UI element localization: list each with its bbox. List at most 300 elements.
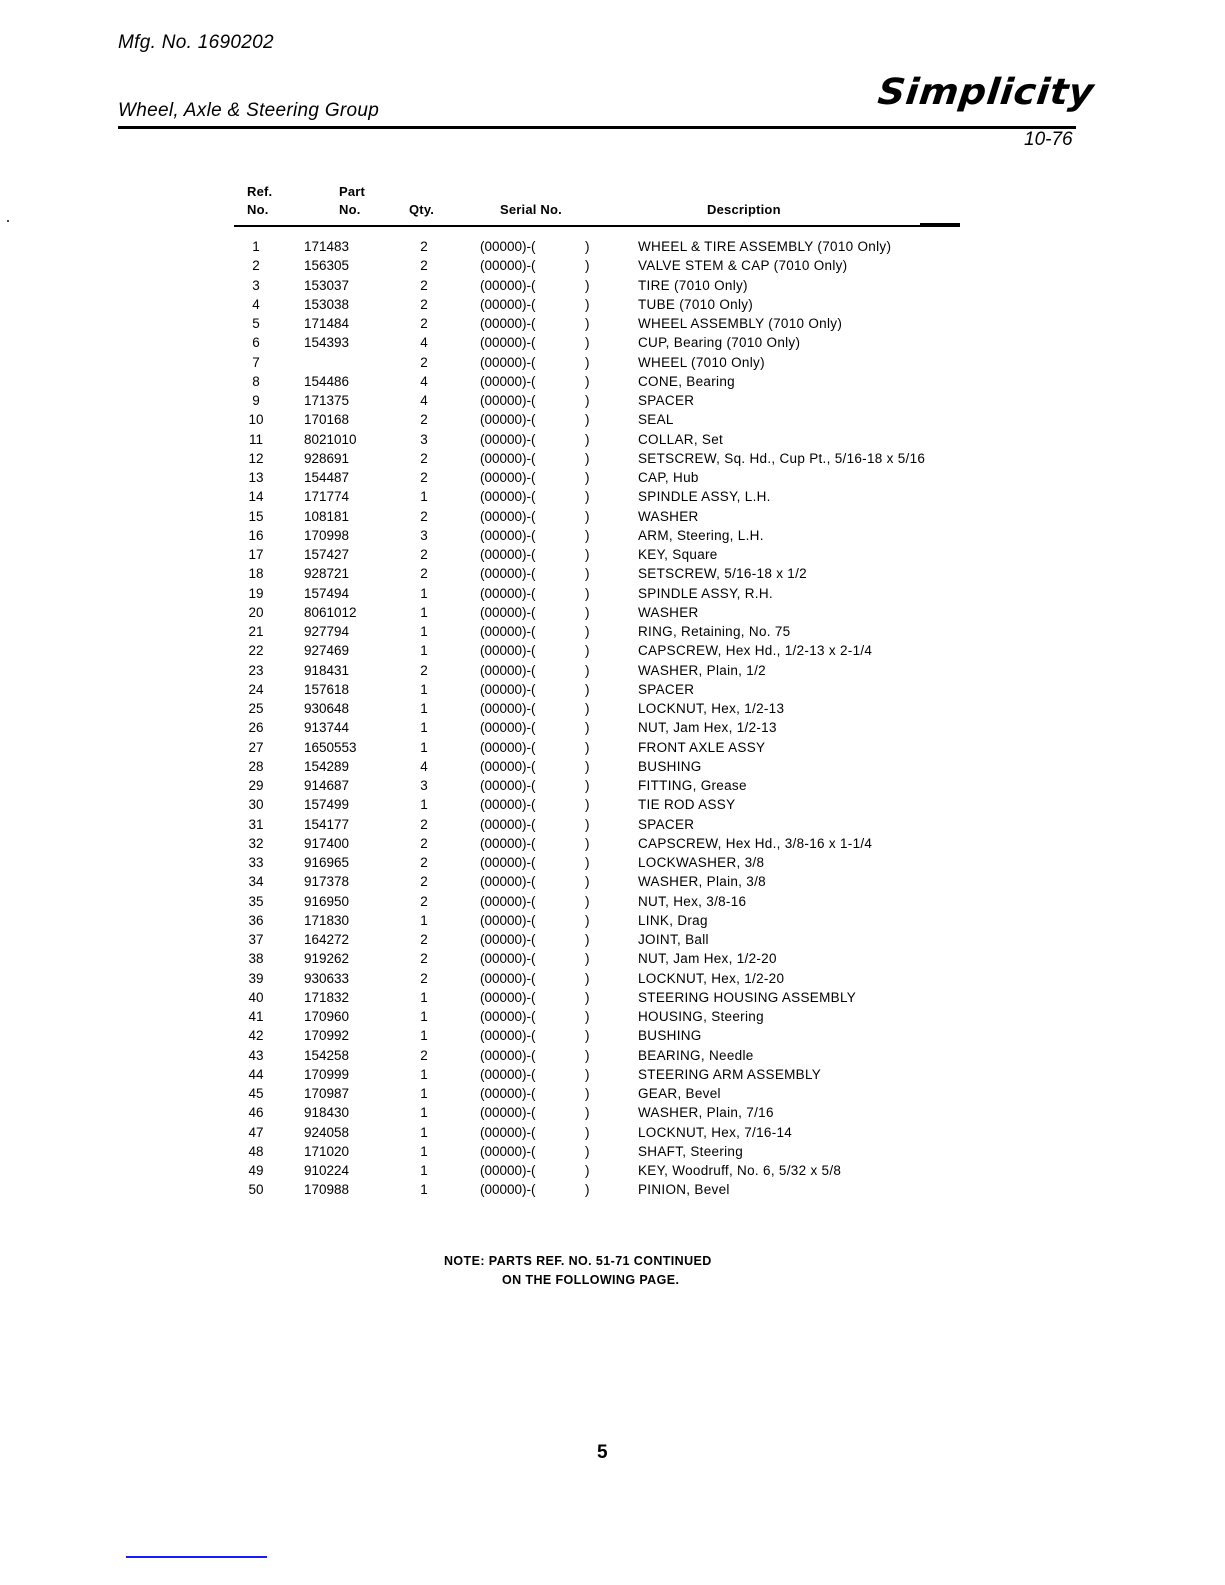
qty-cell: 1 — [420, 1105, 428, 1121]
description-cell: TUBE (7010 Only) — [638, 296, 754, 312]
qty-cell: 1 — [420, 720, 428, 736]
part-number-cell: 170960 — [304, 1009, 350, 1024]
qty-cell: 4 — [420, 335, 428, 351]
table-row — [0, 1161, 1225, 1180]
part-number-cell: 919262 — [304, 951, 350, 967]
description-cell: WHEEL (7010 Only) — [638, 354, 765, 370]
part-number-cell: 917400 — [304, 835, 350, 851]
table-row — [0, 1103, 1225, 1122]
qty-cell: 1 — [420, 1143, 428, 1159]
table-row — [0, 680, 1225, 699]
table-row — [0, 988, 1225, 1007]
part-number-cell: 170988 — [304, 1182, 350, 1198]
part-number-cell: 171375 — [304, 393, 350, 408]
description-cell: FITTING, Grease — [638, 778, 747, 793]
note-line-2: ON THE FOLLOWING PAGE. — [502, 1273, 680, 1287]
ref-cell: 23 — [248, 662, 264, 678]
description-cell: SEAL — [638, 412, 674, 428]
serial-cell: (00000)-( — [480, 527, 536, 543]
col-header-part-line2: No. — [339, 202, 361, 217]
serial-cell: (00000)-( — [480, 450, 536, 466]
ref-cell: 8 — [252, 373, 260, 389]
serial-cell: (00000)-( — [480, 1143, 536, 1159]
serial-close-cell: ) — [585, 335, 590, 351]
part-number-cell: 154289 — [304, 758, 350, 774]
description-cell: GEAR, Bevel — [638, 1086, 721, 1101]
serial-close-cell: ) — [585, 1163, 590, 1178]
parts-table — [0, 237, 1225, 1200]
part-number-cell: 928691 — [304, 450, 350, 466]
description-cell: CUP, Bearing (7010 Only) — [638, 335, 801, 351]
description-cell: LOCKNUT, Hex, 1/2-13 — [638, 701, 785, 716]
table-row — [0, 930, 1225, 949]
ref-cell: 1 — [252, 239, 260, 254]
qty-cell: 1 — [420, 489, 428, 505]
part-number-cell: 154487 — [304, 470, 350, 485]
ref-cell: 37 — [248, 932, 264, 947]
table-row — [0, 314, 1225, 333]
col-header-qty: Qty. — [409, 202, 435, 217]
table-row — [0, 815, 1225, 834]
serial-close-cell: ) — [585, 681, 590, 697]
part-number-cell: 157618 — [304, 681, 350, 697]
ref-cell: 28 — [248, 758, 264, 774]
description-cell: NUT, Hex, 3/8-16 — [638, 893, 747, 909]
page-number: 5 — [597, 1442, 608, 1463]
description-cell: WASHER, Plain, 3/8 — [638, 874, 766, 890]
table-row — [0, 430, 1225, 449]
serial-close-cell: ) — [585, 912, 590, 928]
part-number-cell: 153038 — [304, 296, 350, 312]
ref-cell: 40 — [248, 989, 264, 1005]
serial-close-cell: ) — [585, 508, 590, 524]
ref-cell: 11 — [248, 431, 263, 447]
table-row — [0, 1007, 1225, 1026]
serial-close-cell: ) — [585, 547, 590, 562]
table-row — [0, 757, 1225, 776]
ref-cell: 14 — [248, 489, 264, 505]
description-cell: SPACER — [638, 816, 695, 832]
serial-cell: (00000)-( — [480, 720, 536, 736]
qty-cell: 3 — [420, 527, 428, 543]
qty-cell: 2 — [420, 316, 428, 331]
table-row — [0, 333, 1225, 352]
ref-cell: 33 — [248, 855, 264, 870]
qty-cell: 2 — [420, 354, 428, 370]
serial-close-cell: ) — [585, 489, 590, 505]
serial-close-cell: ) — [585, 701, 590, 716]
part-number-cell: 108181 — [304, 508, 350, 524]
description-cell: BEARING, Needle — [638, 1047, 754, 1063]
part-number-cell: 153037 — [304, 277, 350, 293]
description-cell: ARM, Steering, L.H. — [638, 527, 764, 543]
table-row — [0, 1065, 1225, 1084]
serial-cell: (00000)-( — [480, 393, 536, 408]
ref-cell: 49 — [248, 1163, 264, 1178]
description-cell: CAP, Hub — [638, 470, 699, 485]
serial-cell: (00000)-( — [480, 373, 536, 389]
ref-cell: 30 — [248, 797, 264, 813]
header-rule — [118, 126, 1076, 129]
qty-cell: 1 — [420, 1182, 428, 1198]
serial-cell: (00000)-( — [480, 1009, 536, 1024]
serial-close-cell: ) — [585, 277, 590, 293]
qty-cell: 1 — [420, 585, 428, 601]
serial-close-cell: ) — [585, 1066, 590, 1082]
serial-cell: (00000)-( — [480, 604, 536, 620]
table-row — [0, 237, 1225, 256]
qty-cell: 1 — [420, 701, 428, 716]
qty-cell: 1 — [420, 1124, 428, 1140]
table-row — [0, 410, 1225, 429]
serial-close-cell: ) — [585, 624, 590, 639]
description-cell: SHAFT, Steering — [638, 1143, 744, 1159]
part-number-cell: 171830 — [304, 912, 350, 928]
serial-cell: (00000)-( — [480, 970, 536, 986]
serial-cell: (00000)-( — [480, 855, 536, 870]
serial-close-cell: ) — [585, 893, 590, 909]
part-number-cell: 928721 — [304, 566, 350, 582]
part-number-cell: 154393 — [304, 335, 350, 351]
serial-cell: (00000)-( — [480, 816, 536, 832]
part-number-cell: 927469 — [304, 643, 350, 659]
description-cell: SPACER — [638, 681, 695, 697]
table-row — [0, 853, 1225, 872]
table-row — [0, 738, 1225, 757]
serial-close-cell: ) — [585, 778, 590, 793]
ref-cell: 21 — [248, 624, 264, 639]
description-cell: STEERING ARM ASSEMBLY — [638, 1066, 822, 1082]
serial-cell: (00000)-( — [480, 662, 536, 678]
mfg-number: Mfg. No. 1690202 — [118, 32, 274, 53]
serial-cell: (00000)-( — [480, 470, 536, 485]
table-row — [0, 718, 1225, 737]
ref-cell: 12 — [248, 450, 264, 466]
serial-close-cell: ) — [585, 1182, 590, 1198]
qty-cell: 4 — [420, 758, 428, 774]
ref-cell: 32 — [248, 835, 264, 851]
ref-cell: 47 — [248, 1124, 264, 1140]
brand-logo: Simplicity — [875, 72, 1097, 113]
serial-cell: (00000)-( — [480, 893, 536, 909]
ref-cell: 4 — [252, 296, 260, 312]
serial-cell: (00000)-( — [480, 874, 536, 890]
table-row — [0, 449, 1225, 468]
serial-cell: (00000)-( — [480, 1047, 536, 1063]
col-header-ref-line2: No. — [247, 202, 269, 217]
qty-cell: 2 — [420, 258, 428, 274]
part-number-cell: 930648 — [304, 701, 350, 716]
serial-cell: (00000)-( — [480, 335, 536, 351]
serial-cell: (00000)-( — [480, 758, 536, 774]
table-row — [0, 699, 1225, 718]
serial-close-cell: ) — [585, 951, 590, 967]
qty-cell: 2 — [420, 239, 428, 254]
ref-cell: 41 — [248, 1009, 264, 1024]
qty-cell: 1 — [420, 1086, 428, 1101]
serial-close-cell: ) — [585, 662, 590, 678]
part-number-cell: 157494 — [304, 585, 350, 601]
description-cell: NUT, Jam Hex, 1/2-20 — [638, 951, 777, 967]
ref-cell: 2 — [252, 258, 260, 274]
serial-close-cell: ) — [585, 527, 590, 543]
serial-cell: (00000)-( — [480, 1163, 536, 1178]
part-number-cell: 170168 — [304, 412, 350, 428]
serial-cell: (00000)-( — [480, 258, 536, 274]
part-number-cell: 170998 — [304, 527, 350, 543]
serial-cell: (00000)-( — [480, 739, 536, 755]
serial-cell: (00000)-( — [480, 701, 536, 716]
part-number-cell: 917378 — [304, 874, 350, 890]
serial-close-cell: ) — [585, 373, 590, 389]
part-number-cell: 930633 — [304, 970, 350, 986]
table-row — [0, 353, 1225, 372]
table-row — [0, 661, 1225, 680]
ref-cell: 22 — [248, 643, 264, 659]
table-row — [0, 622, 1225, 641]
ref-cell: 3 — [252, 277, 260, 293]
ref-cell: 20 — [248, 604, 264, 620]
ref-cell: 39 — [248, 970, 264, 986]
serial-cell: (00000)-( — [480, 239, 536, 254]
table-row — [0, 1123, 1225, 1142]
qty-cell: 1 — [420, 1163, 428, 1178]
part-number-cell: 171483 — [304, 239, 350, 254]
serial-cell: (00000)-( — [480, 951, 536, 967]
table-row — [0, 256, 1225, 275]
serial-close-cell: ) — [585, 1028, 590, 1044]
table-row — [0, 1026, 1225, 1045]
serial-cell: (00000)-( — [480, 547, 536, 562]
qty-cell: 2 — [420, 855, 428, 870]
description-cell: LOCKNUT, Hex, 1/2-20 — [638, 970, 785, 986]
qty-cell: 2 — [420, 296, 428, 312]
part-number-cell: 157499 — [304, 797, 350, 813]
ref-cell: 50 — [248, 1182, 264, 1198]
description-cell: TIRE (7010 Only) — [638, 277, 748, 293]
ref-cell: 45 — [248, 1086, 264, 1101]
serial-cell: (00000)-( — [480, 585, 536, 601]
ref-cell: 18 — [248, 566, 264, 582]
serial-close-cell: ) — [585, 816, 590, 832]
qty-cell: 2 — [420, 1047, 428, 1063]
qty-cell: 2 — [420, 277, 428, 293]
qty-cell: 1 — [420, 1066, 428, 1082]
qty-cell: 4 — [420, 373, 428, 389]
table-row — [0, 372, 1225, 391]
part-number-cell: 913744 — [304, 720, 350, 736]
part-number-cell: 171774 — [304, 489, 350, 505]
serial-cell: (00000)-( — [480, 1124, 536, 1140]
description-cell: LOCKNUT, Hex, 7/16-14 — [638, 1124, 793, 1140]
serial-cell: (00000)-( — [480, 508, 536, 524]
qty-cell: 3 — [420, 778, 428, 793]
qty-cell: 3 — [420, 431, 428, 447]
serial-cell: (00000)-( — [480, 566, 536, 582]
serial-close-cell: ) — [585, 393, 590, 408]
qty-cell: 2 — [420, 508, 428, 524]
table-row — [0, 564, 1225, 583]
description-cell: LOCKWASHER, 3/8 — [638, 855, 765, 870]
part-number-cell: 156305 — [304, 258, 350, 274]
qty-cell: 1 — [420, 643, 428, 659]
serial-cell: (00000)-( — [480, 989, 536, 1005]
part-number-cell: 171832 — [304, 989, 350, 1005]
serial-close-cell: ) — [585, 566, 590, 582]
qty-cell: 2 — [420, 970, 428, 986]
description-cell: CONE, Bearing — [638, 373, 735, 389]
serial-close-cell: ) — [585, 989, 590, 1005]
ref-cell: 19 — [248, 585, 264, 601]
qty-cell: 2 — [420, 932, 428, 947]
table-row — [0, 892, 1225, 911]
part-number-cell: 170987 — [304, 1086, 350, 1101]
description-cell: STEERING HOUSING ASSEMBLY — [638, 989, 857, 1005]
table-row — [0, 584, 1225, 603]
part-number-cell: 164272 — [304, 932, 350, 947]
table-row — [0, 872, 1225, 891]
table-row — [0, 641, 1225, 660]
qty-cell: 2 — [420, 470, 428, 485]
ref-cell: 13 — [248, 470, 264, 485]
serial-close-cell: ) — [585, 758, 590, 774]
part-number-cell: 918431 — [304, 662, 350, 678]
description-cell: SETSCREW, 5/16-18 x 1/2 — [638, 566, 807, 582]
serial-cell: (00000)-( — [480, 624, 536, 639]
table-row — [0, 1180, 1225, 1199]
ref-cell: 35 — [248, 893, 264, 909]
part-number-cell: 910224 — [304, 1163, 350, 1178]
ref-cell: 34 — [248, 874, 264, 890]
qty-cell: 1 — [420, 1009, 428, 1024]
serial-cell: (00000)-( — [480, 681, 536, 697]
ref-cell: 27 — [248, 739, 264, 755]
serial-close-cell: ) — [585, 1143, 590, 1159]
serial-cell: (00000)-( — [480, 932, 536, 947]
serial-close-cell: ) — [585, 1086, 590, 1101]
table-row — [0, 795, 1225, 814]
serial-cell: (00000)-( — [480, 431, 536, 447]
description-cell: COLLAR, Set — [638, 431, 724, 447]
table-row — [0, 776, 1225, 795]
ref-cell: 17 — [248, 547, 264, 562]
serial-cell: (00000)-( — [480, 912, 536, 928]
part-number-cell: 154258 — [304, 1047, 350, 1063]
part-number-cell: 918430 — [304, 1105, 350, 1121]
ref-cell: 10 — [248, 412, 264, 428]
serial-cell: (00000)-( — [480, 778, 536, 793]
group-title: Wheel, Axle & Steering Group — [118, 100, 380, 121]
column-header-rule-end — [920, 223, 960, 226]
table-row — [0, 969, 1225, 988]
qty-cell: 1 — [420, 797, 428, 813]
qty-cell: 1 — [420, 604, 428, 620]
table-row — [0, 911, 1225, 930]
serial-cell: (00000)-( — [480, 1086, 536, 1101]
description-cell: WASHER — [638, 508, 699, 524]
part-number-cell: 171484 — [304, 316, 350, 331]
col-header-description: Description — [707, 202, 781, 217]
serial-cell: (00000)-( — [480, 1105, 536, 1121]
qty-cell: 1 — [420, 624, 428, 639]
ref-cell: 44 — [248, 1066, 264, 1082]
table-row — [0, 276, 1225, 295]
serial-cell: (00000)-( — [480, 643, 536, 659]
serial-cell: (00000)-( — [480, 316, 536, 331]
description-cell: WASHER — [638, 604, 699, 620]
table-row — [0, 949, 1225, 968]
qty-cell: 2 — [420, 662, 428, 678]
description-cell: WASHER, Plain, 1/2 — [638, 662, 766, 678]
part-number-cell: 8061012 — [304, 604, 357, 620]
serial-close-cell: ) — [585, 604, 590, 620]
serial-close-cell: ) — [585, 316, 590, 331]
serial-cell: (00000)-( — [480, 354, 536, 370]
description-cell: WASHER, Plain, 7/16 — [638, 1105, 774, 1121]
serial-close-cell: ) — [585, 932, 590, 947]
serial-cell: (00000)-( — [480, 1028, 536, 1044]
description-cell: NUT, Jam Hex, 1/2-13 — [638, 720, 777, 736]
qty-cell: 2 — [420, 951, 428, 967]
serial-close-cell: ) — [585, 412, 590, 428]
description-cell: JOINT, Ball — [638, 932, 709, 947]
description-cell: FRONT AXLE ASSY — [638, 739, 766, 755]
qty-cell: 4 — [420, 393, 428, 408]
serial-cell: (00000)-( — [480, 1182, 536, 1198]
part-number-cell: 170992 — [304, 1028, 350, 1044]
description-cell: HOUSING, Steering — [638, 1009, 764, 1024]
part-number-cell: 1650553 — [304, 739, 357, 755]
ref-cell: 43 — [248, 1047, 264, 1063]
ref-cell: 16 — [248, 527, 264, 543]
description-cell: BUSHING — [638, 758, 702, 774]
serial-close-cell: ) — [585, 835, 590, 851]
col-header-serial: Serial No. — [500, 202, 562, 217]
table-row — [0, 295, 1225, 314]
qty-cell: 1 — [420, 1028, 428, 1044]
ref-cell: 42 — [248, 1028, 264, 1044]
ref-cell: 24 — [248, 681, 264, 697]
note-line-1: NOTE: PARTS REF. NO. 51-71 CONTINUED — [444, 1254, 712, 1268]
part-number-cell: 927794 — [304, 624, 350, 639]
part-number-cell: 157427 — [304, 547, 350, 562]
qty-cell: 2 — [420, 816, 428, 832]
part-number-cell: 916950 — [304, 893, 350, 909]
ref-cell: 15 — [248, 508, 264, 524]
serial-close-cell: ) — [585, 450, 590, 466]
table-row — [0, 507, 1225, 526]
col-header-part-line1: Part — [339, 184, 366, 199]
description-cell: SETSCREW, Sq. Hd., Cup Pt., 5/16-18 x 5/16 — [638, 450, 926, 466]
serial-cell: (00000)-( — [480, 412, 536, 428]
description-cell: BUSHING — [638, 1028, 702, 1044]
continuation-note — [444, 1252, 712, 1290]
part-number-cell: 8021010 — [304, 431, 357, 447]
part-number-cell: 916965 — [304, 855, 350, 870]
ref-cell: 29 — [248, 778, 264, 793]
part-number-cell: 170999 — [304, 1066, 350, 1082]
serial-close-cell: ) — [585, 354, 590, 370]
description-cell: SPINDLE ASSY, L.H. — [638, 489, 771, 505]
part-number-cell: 154486 — [304, 373, 350, 389]
serial-close-cell: ) — [585, 855, 590, 870]
table-row — [0, 834, 1225, 853]
serial-close-cell: ) — [585, 296, 590, 312]
description-cell: LINK, Drag — [638, 912, 708, 928]
description-cell: KEY, Woodruff, No. 6, 5/32 x 5/8 — [638, 1163, 842, 1178]
serial-cell: (00000)-( — [480, 1066, 536, 1082]
description-cell: PINION, Bevel — [638, 1182, 730, 1198]
